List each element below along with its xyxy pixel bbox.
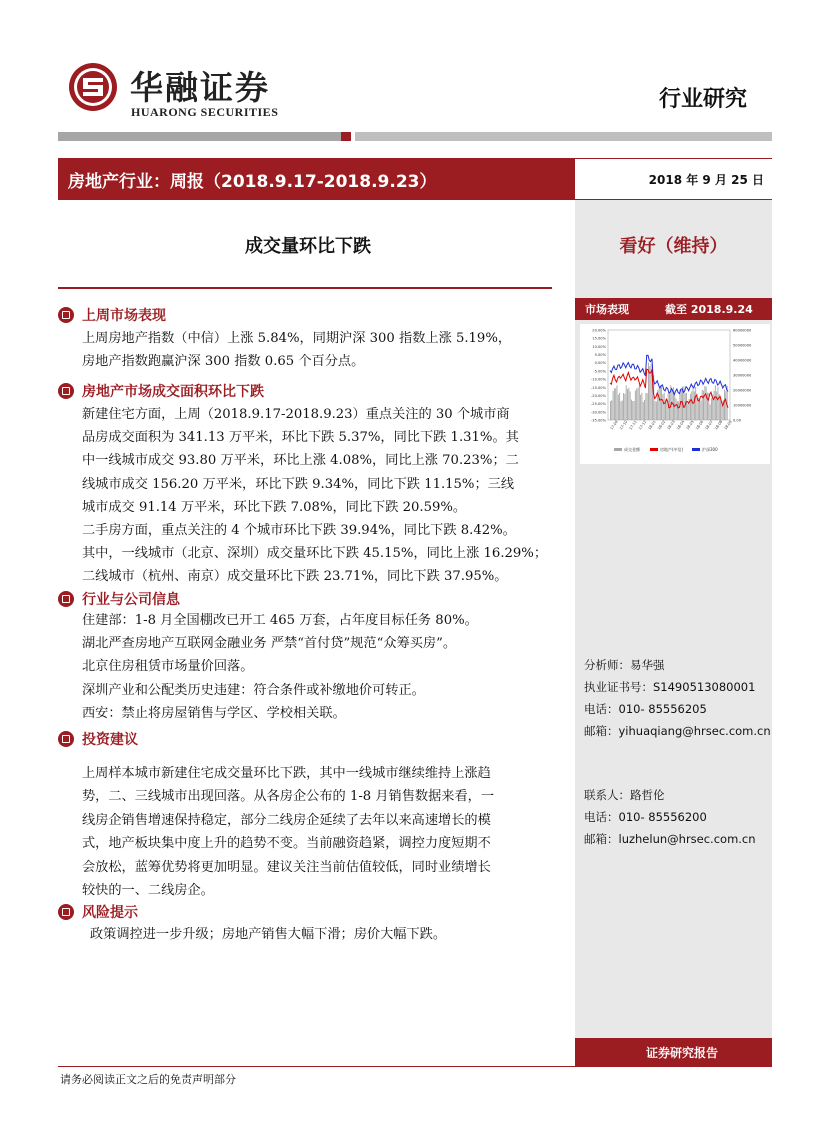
left-axis-tick: 20.00%	[592, 328, 606, 333]
volume-bar	[623, 393, 624, 420]
legend-swatch	[614, 448, 622, 451]
report-category: 证券研究报告	[645, 1046, 718, 1060]
section-market-performance	[58, 305, 166, 325]
volume-bar	[655, 401, 656, 420]
market-chart-svg	[580, 324, 770, 464]
volume-bar	[632, 401, 633, 420]
right-axis-tick: 30000000	[733, 373, 752, 378]
text-line: 线房企销售增速保持稳定，部分二线房企延续了去年以来高速增长的模	[82, 812, 491, 828]
left-axis-tick: 5.00%	[594, 353, 606, 358]
volume-bar	[617, 385, 618, 420]
volume-bar	[659, 389, 660, 420]
section-title: 投资建议	[82, 732, 138, 748]
text-line: 上周房地产指数（中信）上涨 5.84%，同期沪深 300 指数上涨 5.19%，	[82, 331, 512, 346]
analyst-phone: 电话：010- 85556205	[584, 702, 707, 716]
section-risk	[58, 902, 138, 922]
right-axis-tick: 50000000	[733, 343, 752, 348]
text-line: 西安：禁止将房屋销售与学区、学校相关联。	[82, 705, 346, 721]
volume-bar	[711, 398, 712, 420]
volume-bar	[672, 391, 673, 420]
volume-bar	[724, 390, 725, 420]
volume-bar	[631, 400, 632, 420]
section-body	[82, 327, 552, 373]
market-chart	[580, 324, 770, 464]
volume-bar	[687, 404, 688, 420]
left-axis-tick: 15.00%	[592, 336, 606, 341]
volume-bar	[611, 400, 612, 420]
section-title: 风险提示	[82, 905, 138, 921]
text-line: 房地产指数跑赢沪深 300 指数 0.65 个百分点。	[82, 354, 365, 370]
section-transaction-area	[58, 381, 264, 401]
contact-phone: 电话：010- 85556200	[584, 810, 707, 824]
analyst-name: 分析师：易华强	[584, 658, 665, 672]
analyst-email[interactable]: 邮箱：yihuaqiang@hrsec.com.cn	[584, 724, 771, 738]
volume-bar	[635, 391, 636, 420]
volume-bar	[704, 386, 705, 420]
volume-bar	[700, 401, 701, 420]
volume-bar	[702, 390, 703, 420]
volume-bar	[626, 385, 627, 420]
text-line: 其中，一线城市（北京、深圳）成交量环比下跌 45.15%，同比上涨 16.29%；	[82, 546, 548, 562]
x-axis-tick: 18-09	[723, 419, 733, 431]
left-axis-tick: 10.00%	[592, 344, 606, 349]
right-axis-tick: 40000000	[733, 358, 752, 363]
volume-bar	[628, 388, 629, 420]
volume-bar	[706, 387, 707, 420]
volume-bar	[695, 387, 696, 420]
volume-bar	[641, 393, 642, 420]
volume-bar	[698, 398, 699, 420]
x-axis-tick: 18-03	[666, 419, 676, 431]
volume-bar	[714, 391, 715, 420]
headline: 成交量环比下跌	[245, 236, 371, 257]
brand-name-cn: 华融证券	[130, 68, 270, 107]
volume-bar	[614, 388, 615, 420]
volume-bar	[678, 401, 679, 420]
section-body	[82, 762, 552, 902]
text-line: 势，二、三线城市出现回落。从各房企公布的 1-8 月销售数据来看，一	[82, 789, 495, 805]
x-axis-tick: 17-11	[628, 419, 638, 431]
left-axis-tick: -20.00%	[591, 393, 606, 398]
volume-bar	[638, 388, 639, 420]
as-of-date: 截至 2018.9.24	[665, 303, 753, 316]
volume-bar	[647, 393, 648, 420]
section-investment-advice	[58, 729, 138, 749]
x-axis-tick: 18-02	[657, 419, 667, 431]
volume-bar	[640, 395, 641, 420]
text-line: 上周样本城市新建住宅成交量环比下跌，其中一线城市继续维持上涨趋	[82, 766, 491, 781]
volume-bar	[630, 391, 631, 420]
volume-bar	[618, 395, 619, 420]
legend-swatch	[650, 448, 658, 451]
text-line: 中一线城市成交 93.80 万平米，环比上涨 4.08%，同比上涨 70.23%；二	[82, 453, 519, 469]
volume-bar	[686, 393, 687, 420]
text-line: 会放松，蓝筹优势将更加明显。建议关注当前估值较低，同时业绩增长	[82, 859, 491, 875]
report-type: 行业研究	[658, 87, 747, 112]
text-line: 较快的一、二线房企。	[82, 883, 214, 899]
volume-bar	[681, 390, 682, 420]
volume-bar	[666, 399, 667, 420]
volume-bar	[636, 389, 637, 420]
volume-bar	[620, 401, 621, 420]
volume-bar	[644, 400, 645, 420]
headline-rule	[58, 287, 552, 289]
volume-bar	[613, 391, 614, 420]
text-line: 二线城市（杭州、南京）成交量环比下跌 23.71%，同比下跌 37.95%。	[82, 569, 508, 585]
x-axis-tick: 18-01	[647, 419, 657, 431]
text-line: 住建部：1-8 月全国棚改已开工 465 万套，占年度目标任务 80%。	[82, 613, 478, 628]
header-divider-left	[58, 132, 341, 141]
text-line: 品房成交面积为 341.13 万平米，环比下跌 5.37%，同比下跌 1.31%。其	[82, 430, 519, 446]
volume-bar	[624, 394, 625, 420]
rating: 看好（维持）	[619, 236, 728, 257]
section-industry-news	[58, 589, 180, 609]
volume-bar	[690, 394, 691, 420]
legend-label: 房地产(中信)	[660, 447, 684, 452]
section-title: 上周市场表现	[82, 308, 166, 324]
text-line: 湖北严查房地产互联网金融业务 严禁“首付贷”规范“众筹买房”。	[82, 636, 457, 652]
contact-email[interactable]: 邮箱：luzhelun@hrsec.com.cn	[584, 832, 756, 846]
x-axis-tick: 18-05	[685, 419, 695, 431]
x-axis-tick: 18-07	[704, 419, 714, 431]
text-line: 政策调控进一步升级；房地产销售大幅下滑；房价大幅下跌。	[90, 927, 447, 942]
left-axis-tick: -35.00%	[591, 418, 606, 423]
section-bullet-icon	[58, 731, 74, 747]
section-body	[82, 403, 552, 589]
header-divider-accent	[341, 132, 351, 141]
text-line: 新建住宅方面，上周（2018.9.17-2018.9.23）重点关注的 30 个城市商	[82, 407, 510, 422]
volume-bar	[643, 402, 644, 420]
x-axis-tick: 18-06	[695, 419, 705, 431]
footer-rule	[58, 1066, 772, 1067]
volume-bar	[610, 401, 611, 420]
section-body	[82, 609, 552, 725]
volume-bar	[716, 391, 717, 420]
x-axis-tick: 17-12	[638, 419, 648, 431]
header-divider-right	[355, 132, 772, 141]
section-title: 房地产市场成交面积环比下跌	[82, 384, 264, 400]
x-axis-tick: 18-04	[676, 419, 686, 431]
report-date-box	[575, 158, 772, 200]
section-bullet-icon	[58, 904, 74, 920]
section-bullet-icon	[58, 307, 74, 323]
right-axis-tick: 10000000	[733, 403, 752, 408]
volume-bar	[699, 401, 700, 420]
report-category-strip	[575, 1038, 772, 1066]
section-bullet-icon	[58, 591, 74, 607]
market-performance-header	[575, 298, 772, 320]
brand-name-en: HUARONG SECURITIES	[131, 105, 279, 119]
volume-bar	[649, 366, 650, 420]
volume-bar	[694, 391, 695, 420]
volume-bar	[707, 393, 708, 420]
volume-bar	[662, 394, 663, 420]
right-axis-tick: 60000000	[733, 328, 752, 333]
volume-bar	[725, 391, 726, 420]
section-bullet-icon	[58, 383, 74, 399]
section-title: 行业与公司信息	[82, 592, 180, 608]
volume-bar	[661, 386, 662, 420]
volume-bar	[715, 385, 716, 420]
volume-bar	[691, 391, 692, 420]
volume-bar	[660, 387, 661, 420]
left-axis-tick: 0.00%	[594, 361, 606, 366]
volume-bar	[615, 388, 616, 420]
right-axis-tick: 0.00	[733, 418, 742, 423]
x-axis-tick: 18-08	[714, 419, 724, 431]
x-axis-tick: 17-09	[609, 419, 619, 431]
volume-bar	[622, 401, 623, 420]
market-label: 市场表现	[585, 303, 629, 316]
analyst-license: 执业证书号：S1490513080001	[584, 680, 756, 694]
legend-label: 沪深300	[702, 447, 718, 452]
legend-label: 成交金额	[624, 447, 640, 452]
volume-bar	[645, 393, 646, 420]
right-axis-tick: 20000000	[733, 388, 752, 393]
text-line: 二手房方面，重点关注的 4 个城市环比下跌 39.94%，同比下跌 8.42%。	[82, 523, 516, 539]
volume-bar	[665, 403, 666, 420]
left-axis-tick: -15.00%	[591, 385, 606, 390]
disclaimer: 请务必阅读正文之后的免责声明部分	[60, 1073, 236, 1086]
volume-bar	[619, 393, 620, 420]
section-body	[90, 923, 560, 946]
legend-swatch	[692, 448, 700, 451]
text-line: 式，地产板块集中度上升的趋势不变。当前融资趋紧，调控力度短期不	[82, 836, 491, 852]
text-line: 深圳产业和公配类历史违建：符合条件或补缴地价可转正。	[82, 682, 425, 698]
contact-name: 联系人：路哲伦	[584, 788, 665, 802]
volume-bar	[634, 401, 635, 420]
left-axis-tick: -25.00%	[591, 402, 606, 407]
left-axis-tick: -30.00%	[591, 410, 606, 415]
text-line: 城市成交 91.14 万平米，环比下跌 7.08%，同比下跌 20.59%。	[82, 499, 467, 515]
left-axis-tick: -5.00%	[593, 369, 606, 374]
text-line: 北京住房租赁市场量价回落。	[82, 659, 254, 675]
volume-bar	[627, 389, 628, 420]
left-axis-tick: -10.00%	[591, 377, 606, 382]
volume-bar	[710, 405, 711, 420]
report-title: 房地产行业：周报（2018.9.17-2018.9.23）	[68, 172, 437, 192]
report-date: 2018 年 9 月 25 日	[648, 173, 764, 187]
huarong-logo-icon	[68, 62, 118, 112]
report-title-bar	[58, 158, 575, 200]
volume-bar	[718, 387, 719, 420]
volume-bar	[703, 391, 704, 420]
volume-bar	[639, 386, 640, 420]
volume-bar	[656, 402, 657, 420]
text-line: 线城市成交 156.20 万平米，环比下跌 9.34%，同比下跌 11.15%；三线	[82, 476, 515, 492]
volume-bar	[664, 393, 665, 420]
volume-bar	[676, 399, 677, 420]
x-axis-tick: 17-10	[619, 419, 629, 431]
